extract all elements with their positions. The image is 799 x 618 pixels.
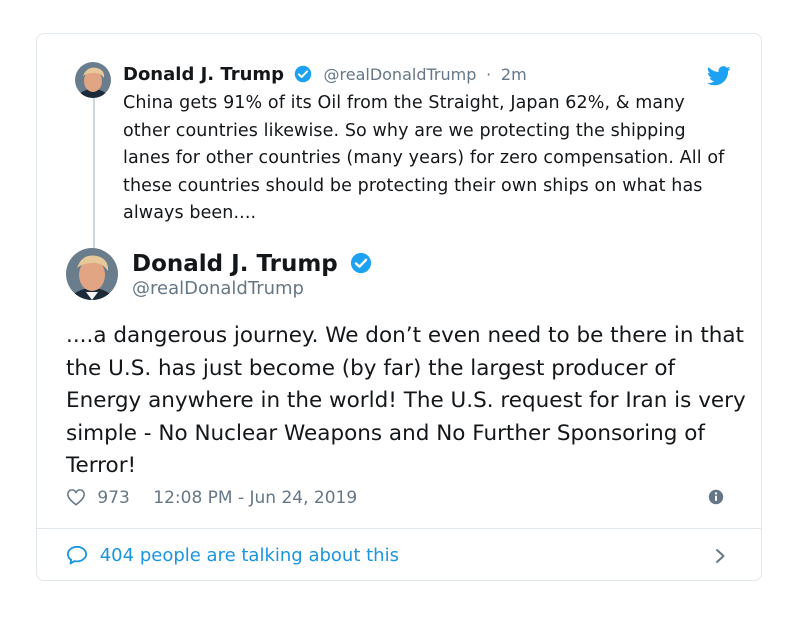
- parent-tweet-text: China gets 91% of its Oil from the Straight, Japan 62%, & many other countries likewise. So why are we protecting the shipping lanes for other countries (many years) for zero compensation. All of these countries should be protecting their own ships on what has always been....: [123, 93, 725, 224]
- thread-connector-line: [93, 98, 95, 248]
- avatar-portrait-icon: [75, 62, 111, 98]
- embedded-tweet-card: [36, 33, 762, 581]
- parent-avatar[interactable]: [75, 62, 111, 98]
- parent-author-handle[interactable]: @realDonaldTrump: [323, 65, 477, 84]
- speech-bubble-icon: [66, 545, 88, 565]
- main-avatar[interactable]: [66, 248, 118, 300]
- main-tweet-text: ....a dangerous journey. We don’t even need to be there in that the U.S. has just become (by far) the largest producer of Energy anywhere in the world! The U.S. request for Iran is very simple - No Nuclear Weapons and No Further Sponsoring of Terror!: [66, 323, 746, 479]
- main-author-name[interactable]: Donald J. Trump: [132, 251, 338, 277]
- header-separator: ·: [486, 65, 492, 84]
- like-count[interactable]: 973: [97, 488, 130, 508]
- conversation-link[interactable]: [66, 542, 731, 570]
- avatar-portrait-icon: [66, 248, 118, 300]
- parent-time-ago[interactable]: 2m: [500, 65, 527, 84]
- verified-badge-icon: [294, 65, 312, 83]
- verified-badge-icon: [350, 252, 372, 274]
- chevron-right-icon[interactable]: [713, 548, 727, 564]
- footer-divider: [37, 528, 761, 529]
- main-author-name-row: [132, 250, 372, 278]
- parent-author-name[interactable]: Donald J. Trump: [123, 64, 285, 85]
- parent-tweet-header: [123, 62, 527, 88]
- twitter-bird-icon[interactable]: [707, 66, 731, 86]
- main-author-handle[interactable]: @realDonaldTrump: [132, 278, 304, 299]
- tweet-meta-row: [66, 486, 731, 510]
- info-icon[interactable]: [707, 488, 725, 506]
- tweet-timestamp[interactable]: 12:08 PM - Jun 24, 2019: [153, 488, 358, 508]
- talking-about-text[interactable]: 404 people are talking about this: [99, 545, 399, 566]
- heart-icon[interactable]: [66, 488, 86, 506]
